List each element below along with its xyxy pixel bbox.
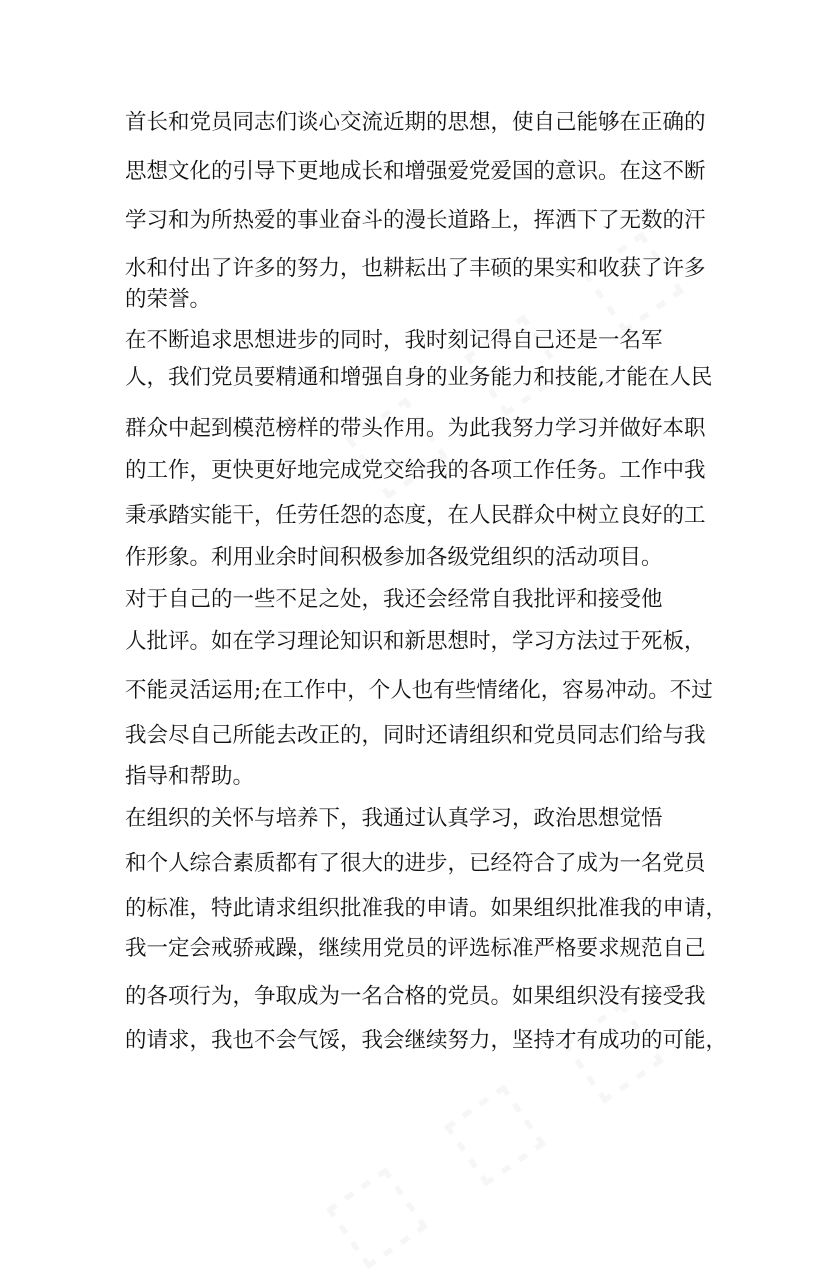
text-line: 的请求，我也不会气馁，我会继续努力，坚持才有成功的可能， bbox=[125, 1028, 728, 1053]
text-line: 指导和帮助。 bbox=[125, 764, 255, 789]
text-line: 在组织的关怀与培养下，我通过认真学习，政治思想觉悟 bbox=[125, 806, 663, 831]
text-line: 不能灵活运用;在工作中，个人也有些情绪化，容易冲动。不过 bbox=[125, 678, 713, 703]
text-line: 在不断追求思想进步的同时，我时刻记得自己还是一名军 bbox=[125, 328, 663, 353]
text-line: 思想文化的引导下更地成长和增强爱党爱国的意识。在这不断 bbox=[125, 159, 706, 184]
text-line: 群众中起到模范榜样的带头作用。为此我努力学习并做好本职 bbox=[125, 416, 706, 441]
text-line: 的荣誉。 bbox=[125, 287, 212, 312]
text-line: 对于自己的一些不足之处，我还会经常自我批评和接受他 bbox=[125, 587, 663, 612]
text-line: 秉承踏实能干，任劳任怨的态度，在人民群众中树立良好的工 bbox=[125, 503, 706, 528]
text-line: 作形象。利用业余时间积极参加各级党组织的活动项目。 bbox=[125, 545, 663, 570]
text-line: 的标准，特此请求组织批准我的申请。如果组织批准我的申请， bbox=[125, 896, 728, 921]
text-line: 的工作，更快更好地完成党交给我的各项工作任务。工作中我 bbox=[125, 458, 706, 483]
text-line: 我一定会戒骄戒躁，继续用党员的评选标准严格要求规范自己 bbox=[125, 936, 706, 961]
text-line: 学习和为所热爱的事业奋斗的漫长道路上，挥洒下了无数的汗 bbox=[125, 208, 706, 233]
text-line: 的各项行为，争取成为一名合格的党员。如果组织没有接受我 bbox=[125, 984, 706, 1009]
text-line: 人批评。如在学习理论知识和新思想时，学习方法过于死板， bbox=[125, 629, 706, 654]
text-line: 人，我们党员要精通和增强自身的业务能力和技能,才能在人民 bbox=[125, 365, 713, 390]
watermark bbox=[303, 969, 686, 1283]
text-line: 首长和党员同志们谈心交流近期的思想，使自己能够在正确的 bbox=[125, 110, 706, 135]
text-line: 和个人综合素质都有了很大的进步，已经符合了成为一名党员 bbox=[125, 851, 706, 876]
text-line: 水和付出了许多的努力，也耕耘出了丰硕的果实和收获了许多 bbox=[125, 256, 706, 281]
text-line: 我会尽自己所能去改正的，同时还请组织和党员同志们给与我 bbox=[125, 723, 706, 748]
